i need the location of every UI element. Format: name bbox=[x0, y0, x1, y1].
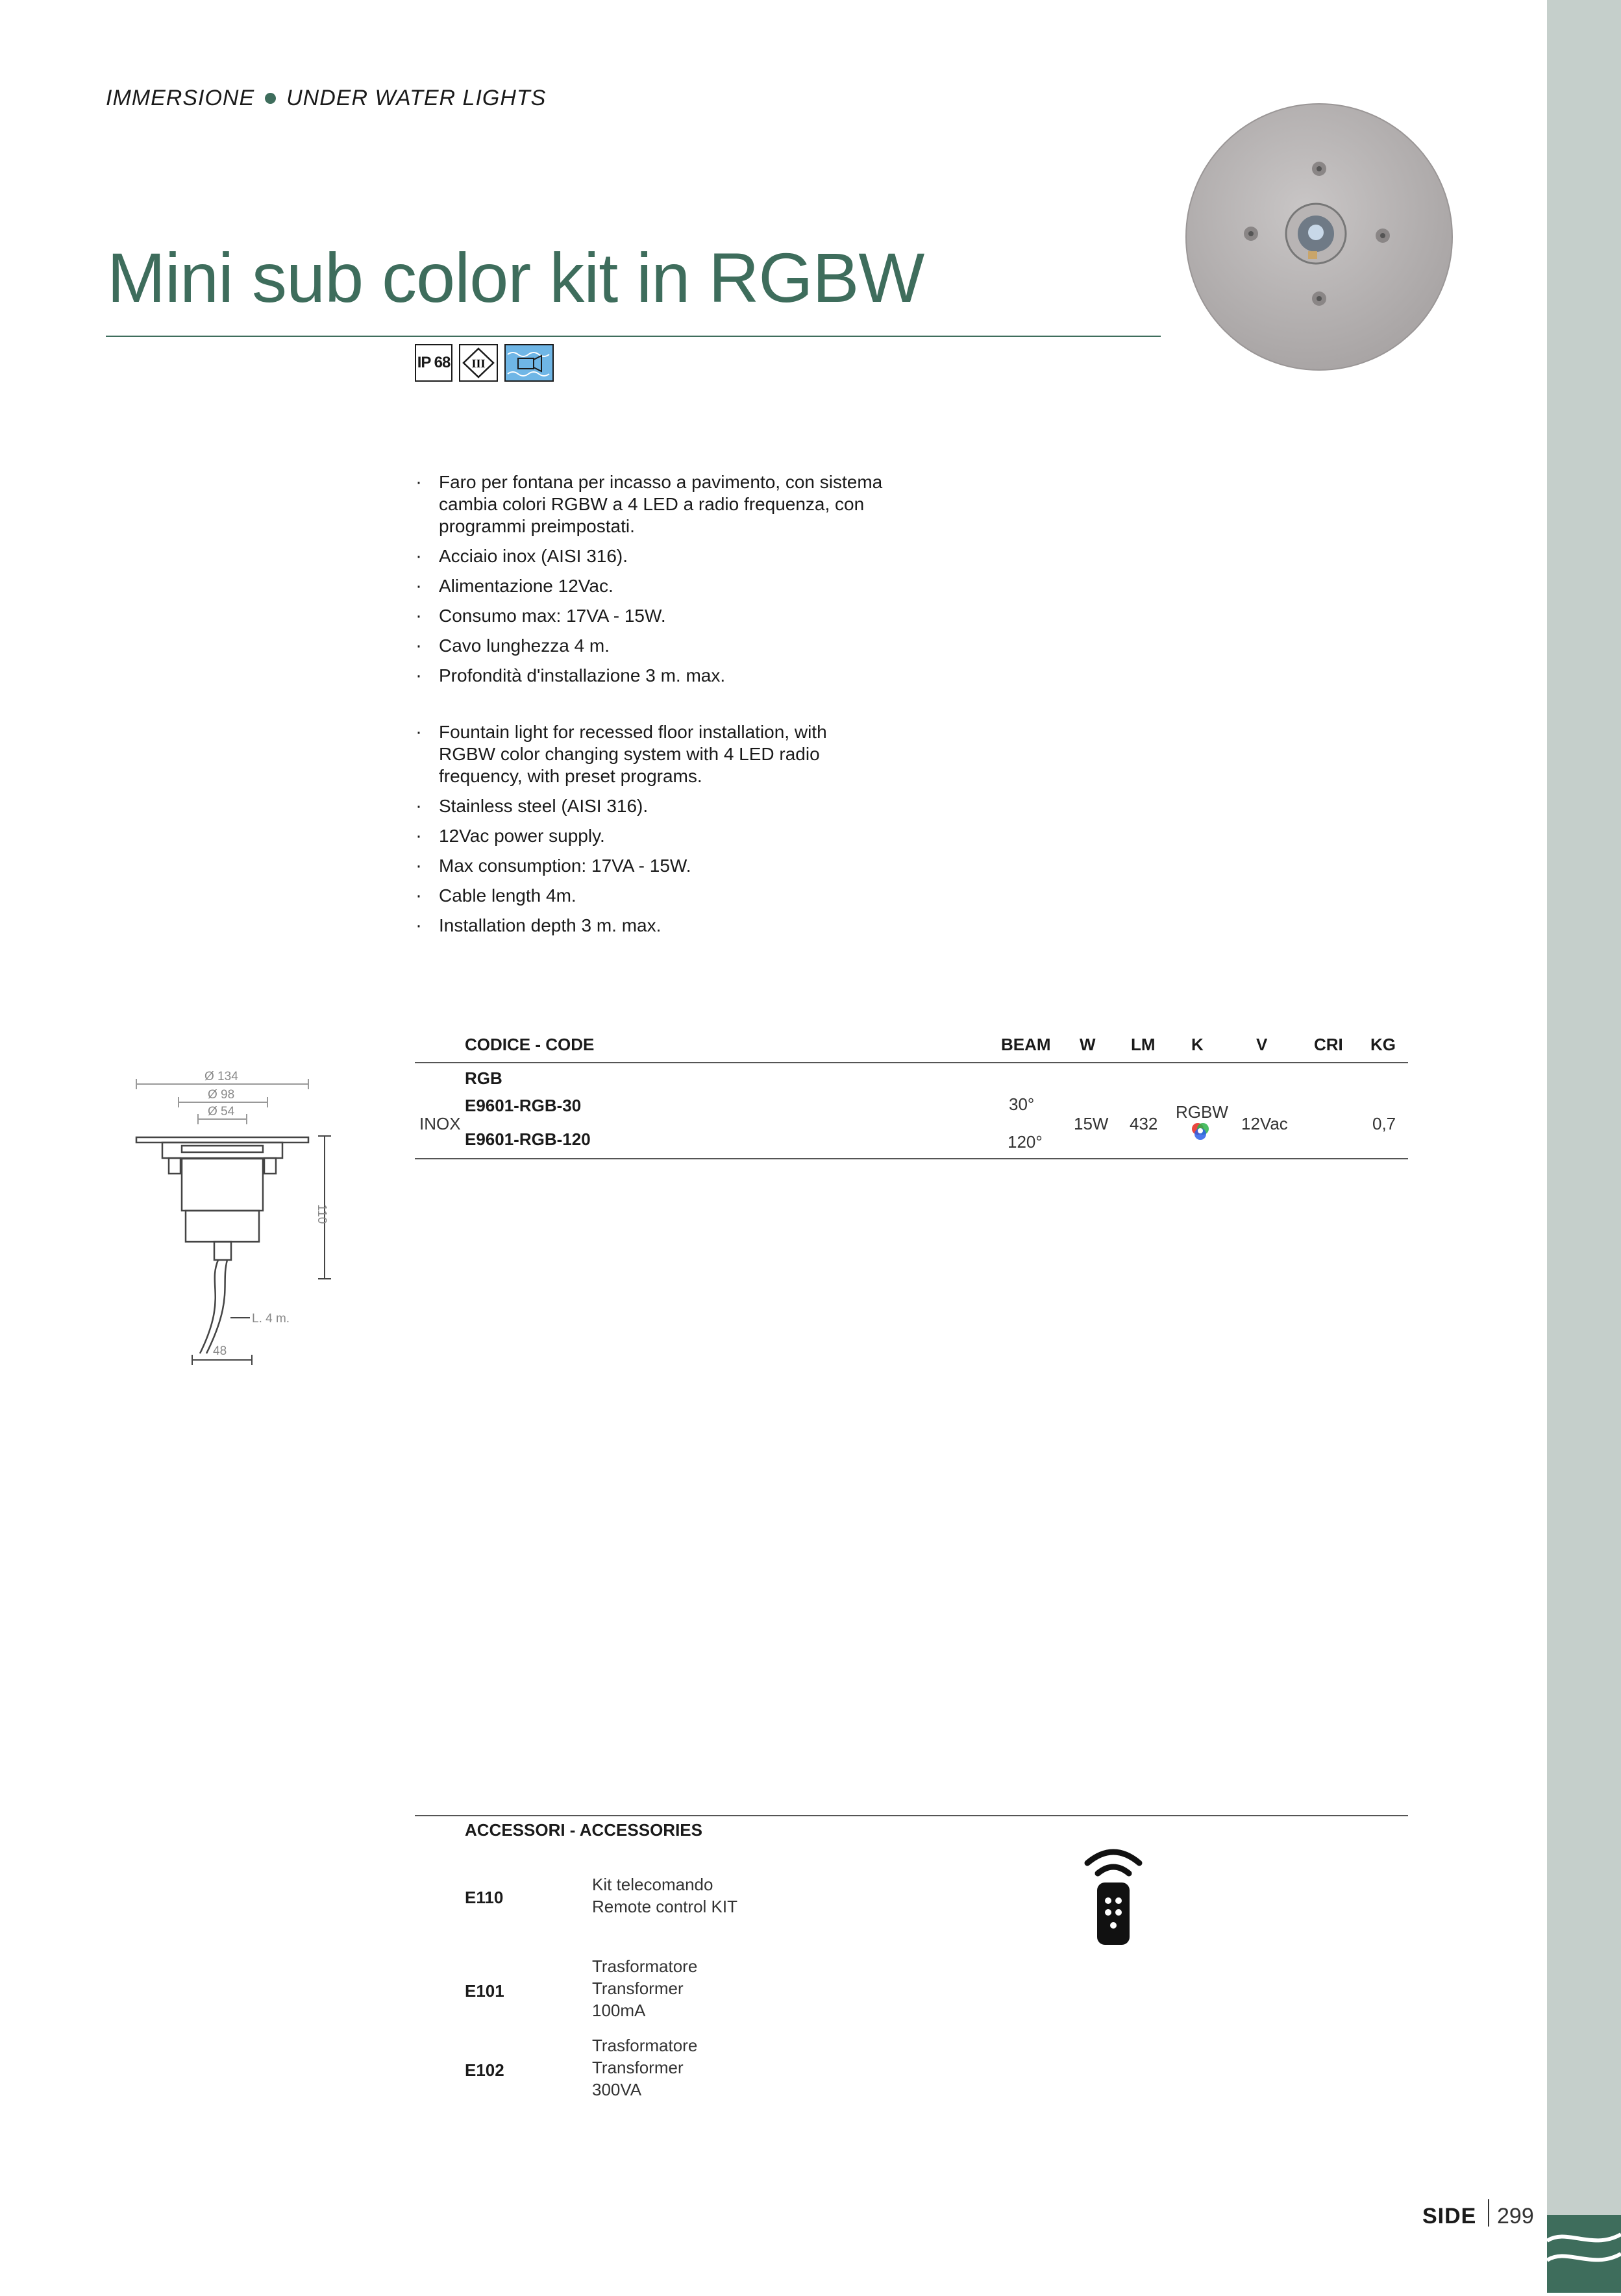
accessory-desc-en: Transformer bbox=[592, 1979, 684, 1998]
accessories-title: ACCESSORI - ACCESSORIES bbox=[465, 1820, 702, 1840]
section-label bbox=[106, 86, 546, 111]
col-beam: BEAM bbox=[1001, 1035, 1051, 1054]
accessory-code: E102 bbox=[465, 2060, 504, 2080]
accessory-desc-it: Trasformatore bbox=[592, 2036, 698, 2055]
col-w: W bbox=[1080, 1035, 1096, 1054]
accessory-desc-spec: 100mA bbox=[592, 2001, 646, 2020]
spec-item: · Fountain light for recessed floor installation, with RGBW color changing system with 4 LED radio frequency, with preset programs. bbox=[415, 721, 883, 787]
col-k: K bbox=[1191, 1035, 1204, 1054]
brand-name: SIDE bbox=[1422, 2204, 1477, 2228]
spec-item: · Profondità d'installazione 3 m. max. bbox=[415, 665, 883, 687]
col-v: V bbox=[1256, 1035, 1268, 1054]
diameter-98-label: Ø 98 bbox=[208, 1088, 235, 1102]
class-label: III bbox=[471, 357, 486, 370]
certification-badges bbox=[415, 344, 554, 382]
accessory-code: E101 bbox=[465, 1981, 504, 2001]
diameter-54-label: Ø 54 bbox=[208, 1105, 235, 1118]
weight-value: 0,7 bbox=[1372, 1114, 1396, 1133]
side-band bbox=[1547, 0, 1621, 2293]
table-bottom-rule bbox=[415, 1158, 1408, 1159]
rgb-color-wheel-icon bbox=[1191, 1122, 1210, 1146]
col-code: CODICE - CODE bbox=[465, 1035, 595, 1054]
accessory-desc bbox=[592, 1873, 737, 1918]
footer-divider bbox=[1488, 2199, 1489, 2227]
finish-label: INOX bbox=[419, 1114, 461, 1133]
diameter-134-label: Ø 134 bbox=[204, 1070, 238, 1083]
section-it: IMMERSIONE bbox=[106, 86, 255, 110]
accessory-desc bbox=[592, 2034, 697, 2101]
color-value: RGBW bbox=[1176, 1102, 1228, 1122]
table-row-beam: 30° bbox=[1009, 1094, 1035, 1114]
accessories-rule bbox=[415, 1815, 1408, 1816]
accessory-desc-it: Kit telecomando bbox=[592, 1875, 713, 1894]
spec-item: · Faro per fontana per incasso a pavimento, con sistema cambia colori RGBW a 4 LED a radio frequenza, con programmi preimpostati. bbox=[415, 471, 883, 537]
bullet-dot-icon bbox=[265, 93, 276, 104]
table-row-code: E9601-RGB-30 bbox=[465, 1096, 582, 1115]
page-title: Mini sub color kit in RGBW bbox=[107, 238, 924, 317]
table-row-beam: 120° bbox=[1008, 1132, 1043, 1152]
spec-item: · 12Vac power supply. bbox=[415, 825, 883, 847]
cable-length-label: L. 4 m. bbox=[252, 1312, 290, 1326]
accessory-desc-it: Trasformatore bbox=[592, 1957, 698, 1976]
accessory-desc bbox=[592, 1955, 697, 2021]
accessory-desc-spec: 300VA bbox=[592, 2080, 642, 2099]
specs-italian bbox=[415, 471, 883, 695]
spec-item: · Acciaio inox (AISI 316). bbox=[415, 545, 883, 567]
spec-item: · Alimentazione 12Vac. bbox=[415, 575, 883, 597]
remote-control-icon bbox=[1076, 1844, 1151, 1951]
accessory-desc-en: Transformer bbox=[592, 2058, 684, 2077]
spec-item: · Cavo lunghezza 4 m. bbox=[415, 635, 883, 657]
specs-english bbox=[415, 721, 883, 944]
group-label: RGB bbox=[465, 1068, 502, 1088]
title-divider bbox=[106, 336, 1161, 337]
spec-item: · Stainless steel (AISI 316). bbox=[415, 795, 883, 817]
page-number: 299 bbox=[1497, 2204, 1534, 2228]
lumen-value: 432 bbox=[1130, 1114, 1158, 1133]
col-kg: KG bbox=[1370, 1035, 1396, 1054]
section-en: UNDER WATER LIGHTS bbox=[286, 86, 547, 110]
voltage-value: 12Vac bbox=[1241, 1114, 1288, 1133]
technical-drawing bbox=[123, 1065, 357, 1373]
ip-rating-badge: IP 68 bbox=[415, 344, 452, 382]
table-row-code: E9601-RGB-120 bbox=[465, 1129, 591, 1149]
product-photo bbox=[1183, 101, 1455, 376]
table-header-rule bbox=[415, 1062, 1408, 1063]
spec-item: · Max consumption: 17VA - 15W. bbox=[415, 855, 883, 877]
underwater-lamp-icon bbox=[504, 344, 554, 382]
col-lm: LM bbox=[1131, 1035, 1156, 1054]
watt-value: 15W bbox=[1074, 1114, 1109, 1133]
height-110-label: 110 bbox=[315, 1204, 328, 1224]
accessory-code: E110 bbox=[465, 1888, 504, 1907]
class-three-badge bbox=[459, 344, 498, 382]
base-48-label: 48 bbox=[213, 1344, 227, 1358]
spec-item: · Installation depth 3 m. max. bbox=[415, 915, 883, 937]
spec-item: · Consumo max: 17VA - 15W. bbox=[415, 605, 883, 627]
col-cri: CRI bbox=[1314, 1035, 1343, 1054]
spec-item: · Cable length 4m. bbox=[415, 885, 883, 907]
accessory-desc-en: Remote control KIT bbox=[592, 1897, 737, 1916]
wave-logo-icon bbox=[1547, 2215, 1621, 2293]
